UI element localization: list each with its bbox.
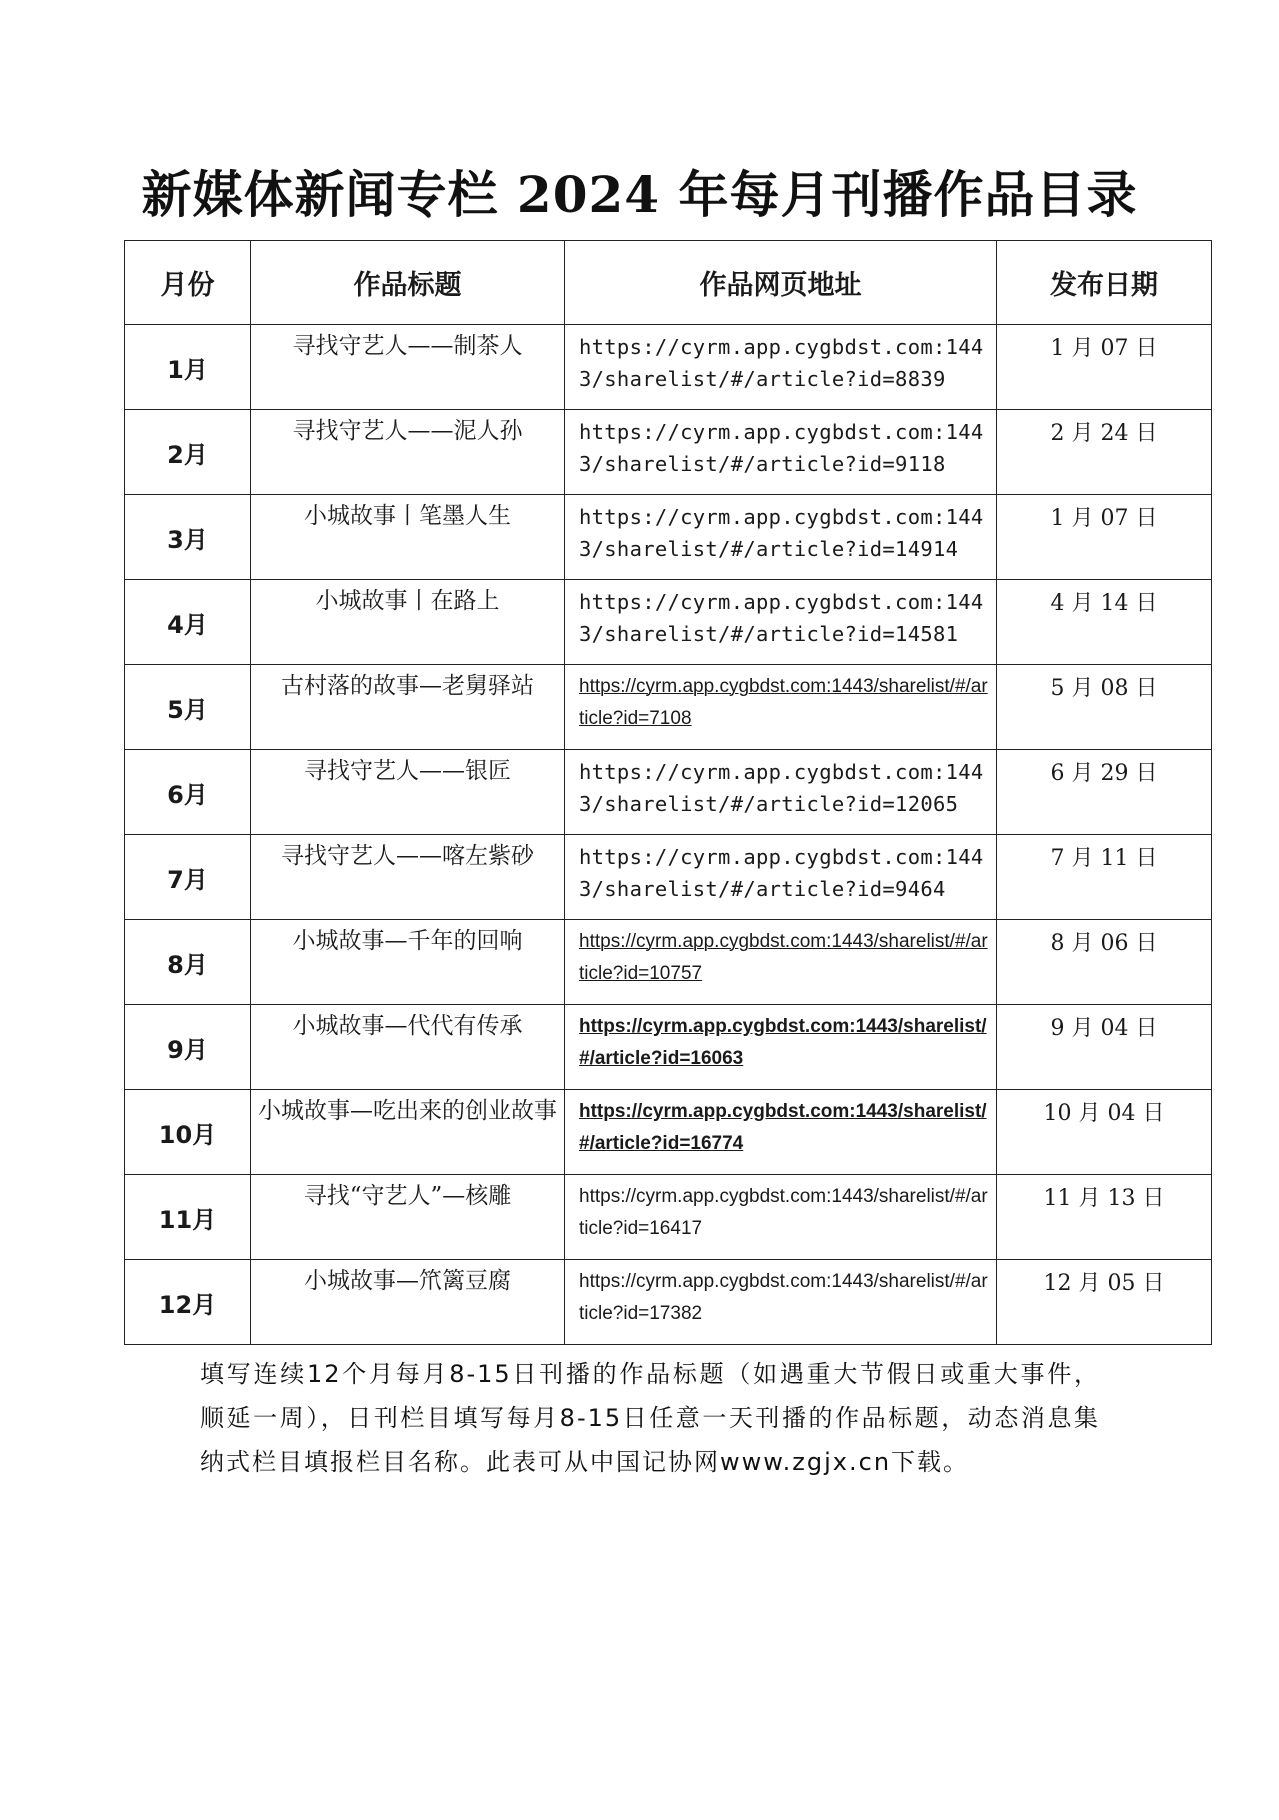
url-cell: https://cyrm.app.cygbdst.com:1443/sharelist/#/article?id=17382 — [565, 1260, 997, 1345]
work-title-cell: 小城故事—吃出来的创业故事 — [251, 1090, 565, 1175]
page-title: 新媒体新闻专栏 2024 年每月刊播作品目录 — [141, 165, 1138, 224]
url-cell: https://cyrm.app.cygbdst.com:1443/sharelist/#/article?id=8839 — [565, 325, 997, 410]
date-cell: 6 月 29 日 — [997, 750, 1212, 835]
month-cell: 6月 — [125, 750, 251, 835]
date-cell: 1 月 07 日 — [997, 495, 1212, 580]
work-title-cell: 古村落的故事—老舅驿站 — [251, 665, 565, 750]
date-cell: 11 月 13 日 — [997, 1175, 1212, 1260]
table-row — [125, 1090, 1212, 1175]
date-cell: 7 月 11 日 — [997, 835, 1212, 920]
table-row — [125, 495, 1212, 580]
work-title-cell: 寻找守艺人——喀左紫砂 — [251, 835, 565, 920]
url-link[interactable]: https://cyrm.app.cygbdst.com:1443/sharelist/#/article?id=10757 — [565, 920, 997, 1005]
month-cell: 4月 — [125, 580, 251, 665]
date-cell: 1 月 07 日 — [997, 325, 1212, 410]
month-cell: 8月 — [125, 920, 251, 1005]
table-row — [125, 410, 1212, 495]
work-title-cell: 寻找守艺人——泥人孙 — [251, 410, 565, 495]
table-row — [125, 920, 1212, 1005]
work-title-cell: 小城故事—笊篱豆腐 — [251, 1260, 565, 1345]
month-cell: 3月 — [125, 495, 251, 580]
table-row — [125, 580, 1212, 665]
table-header-row — [125, 241, 1212, 325]
month-cell: 1月 — [125, 325, 251, 410]
table-row — [125, 835, 1212, 920]
header-date: 发布日期 — [997, 241, 1212, 325]
date-cell: 2 月 24 日 — [997, 410, 1212, 495]
table-row — [125, 1005, 1212, 1090]
header-month: 月份 — [125, 241, 251, 325]
date-cell: 8 月 06 日 — [997, 920, 1212, 1005]
date-cell: 4 月 14 日 — [997, 580, 1212, 665]
month-cell: 9月 — [125, 1005, 251, 1090]
work-title-cell: 小城故事丨在路上 — [251, 580, 565, 665]
table-row — [125, 750, 1212, 835]
month-cell: 7月 — [125, 835, 251, 920]
table-row — [125, 665, 1212, 750]
url-cell: https://cyrm.app.cygbdst.com:1443/sharelist/#/article?id=16417 — [565, 1175, 997, 1260]
header-work-title: 作品标题 — [251, 241, 565, 325]
work-title-cell: 寻找守艺人——银匠 — [251, 750, 565, 835]
month-cell: 2月 — [125, 410, 251, 495]
date-cell: 9 月 04 日 — [997, 1005, 1212, 1090]
table-row — [125, 325, 1212, 410]
month-cell: 10月 — [125, 1090, 251, 1175]
month-cell: 12月 — [125, 1260, 251, 1345]
month-cell: 11月 — [125, 1175, 251, 1260]
url-link[interactable]: https://cyrm.app.cygbdst.com:1443/sharelist/#/article?id=16063 — [565, 1005, 997, 1090]
table-row — [125, 1175, 1212, 1260]
url-cell: https://cyrm.app.cygbdst.com:1443/sharelist/#/article?id=14581 — [565, 580, 997, 665]
work-title-cell: 小城故事—千年的回响 — [251, 920, 565, 1005]
url-cell: https://cyrm.app.cygbdst.com:1443/sharelist/#/article?id=9118 — [565, 410, 997, 495]
date-cell: 5 月 08 日 — [997, 665, 1212, 750]
date-cell: 10 月 04 日 — [997, 1090, 1212, 1175]
url-cell: https://cyrm.app.cygbdst.com:1443/sharelist/#/article?id=12065 — [565, 750, 997, 835]
url-cell: https://cyrm.app.cygbdst.com:1443/sharelist/#/article?id=14914 — [565, 495, 997, 580]
date-cell: 12 月 05 日 — [997, 1260, 1212, 1345]
work-title-cell: 寻找守艺人——制茶人 — [251, 325, 565, 410]
work-title-cell: 小城故事—代代有传承 — [251, 1005, 565, 1090]
header-url: 作品网页地址 — [565, 241, 997, 325]
work-title-cell: 小城故事丨笔墨人生 — [251, 495, 565, 580]
catalog-table — [124, 240, 1212, 1345]
url-link[interactable]: https://cyrm.app.cygbdst.com:1443/sharelist/#/article?id=16774 — [565, 1090, 997, 1175]
url-link[interactable]: https://cyrm.app.cygbdst.com:1443/sharelist/#/article?id=7108 — [565, 665, 997, 750]
footnote: 填写连续12个月每月8-15日刊播的作品标题（如遇重大节假日或重大事件，顺延一周），日刊栏目填写每月8-15日任意一天刊播的作品标题，动态消息集纳式栏目填报栏目名称。此表可从中国记协网www.zgjx.cn下载。 — [200, 1360, 1100, 1476]
work-title-cell: 寻找“守艺人”—核雕 — [251, 1175, 565, 1260]
month-cell: 5月 — [125, 665, 251, 750]
url-cell: https://cyrm.app.cygbdst.com:1443/sharelist/#/article?id=9464 — [565, 835, 997, 920]
table-row — [125, 1260, 1212, 1345]
